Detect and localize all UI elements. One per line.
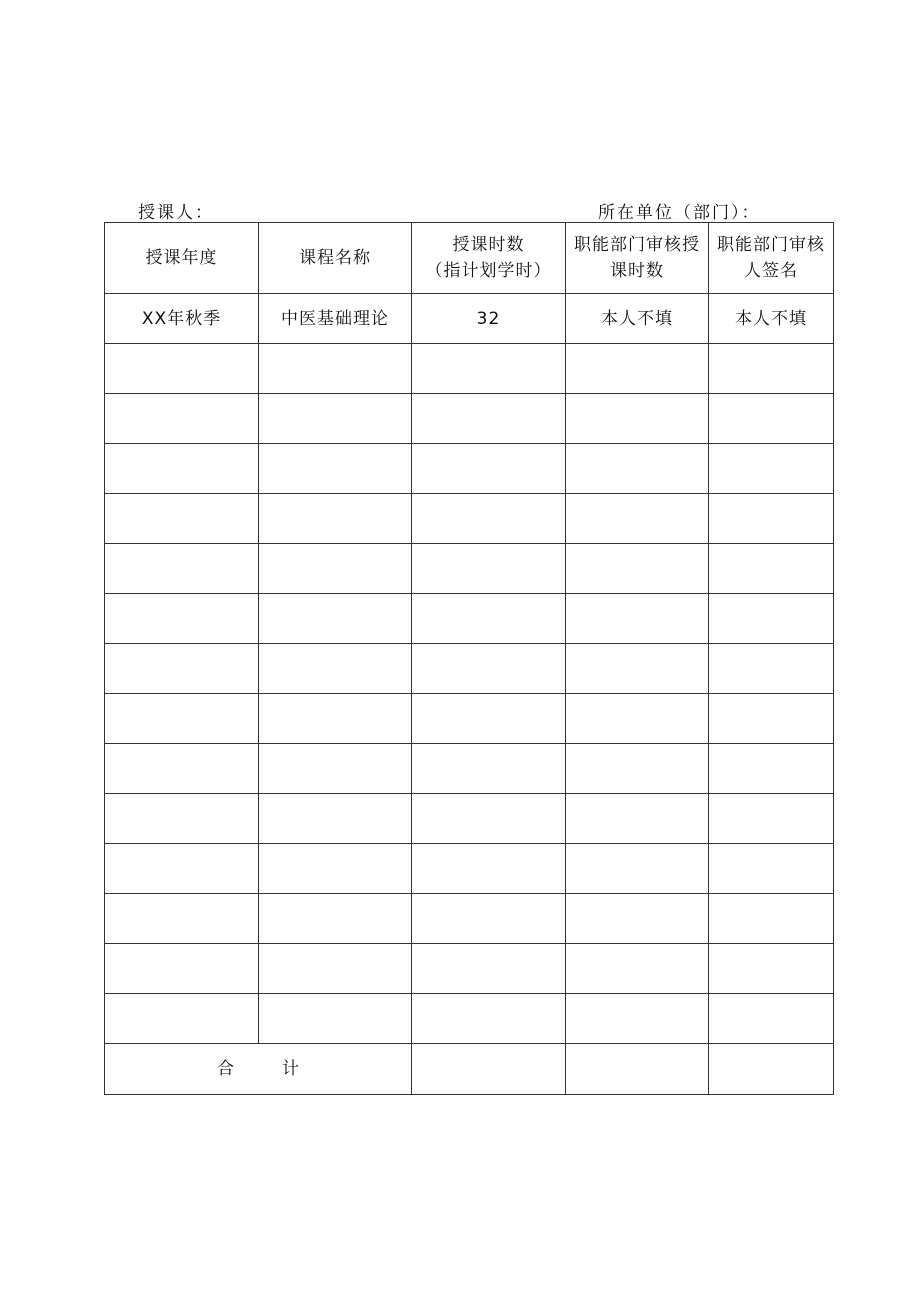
table-cell[interactable] [412,444,566,494]
table-header-row [105,223,834,294]
total-value-cell[interactable] [566,1044,709,1095]
table-row [105,744,834,794]
table-row [105,644,834,694]
table-cell[interactable] [709,744,834,794]
table-cell[interactable] [259,844,412,894]
table-cell[interactable] [566,794,709,844]
table-cell[interactable]: 本人不填 [566,294,709,344]
table-row [105,694,834,744]
table-row [105,344,834,394]
table-cell[interactable] [709,994,834,1044]
table-cell[interactable] [709,794,834,844]
table-cell[interactable] [259,794,412,844]
table-cell[interactable] [412,994,566,1044]
table-cell[interactable] [709,494,834,544]
table-cell[interactable] [105,444,259,494]
table-cell[interactable] [412,594,566,644]
table-cell[interactable] [412,644,566,694]
table-cell[interactable] [105,844,259,894]
table-cell[interactable] [709,594,834,644]
table-cell[interactable] [709,644,834,694]
total-value-cell[interactable] [412,1044,566,1095]
table-cell[interactable] [709,944,834,994]
table-cell[interactable]: 本人不填 [709,294,834,344]
total-label-cell [105,1044,412,1095]
table-cell[interactable] [105,744,259,794]
table-cell[interactable] [566,994,709,1044]
header-cell-audited-hours: 职能部门审核授 课时数 [566,223,709,294]
table-cell[interactable] [566,694,709,744]
table-row [105,294,834,344]
table-cell[interactable] [105,394,259,444]
total-row [105,1044,834,1095]
table-row [105,794,834,844]
table-row [105,894,834,944]
table-cell[interactable] [412,794,566,844]
table-row [105,844,834,894]
table-cell[interactable] [566,744,709,794]
table-cell[interactable] [259,694,412,744]
table-cell[interactable] [412,694,566,744]
table-cell[interactable] [566,594,709,644]
table-row [105,394,834,444]
table-cell[interactable] [259,394,412,444]
table-cell[interactable] [259,494,412,544]
table-cell[interactable] [105,894,259,944]
total-label: 合计 [217,1059,347,1079]
table-cell[interactable] [566,394,709,444]
table-cell[interactable] [259,644,412,694]
table-cell[interactable] [566,944,709,994]
header-cell-teaching-hours: 授课时数 （指计划学时） [412,223,566,294]
table-cell[interactable] [709,444,834,494]
table-cell[interactable] [412,344,566,394]
table-cell[interactable] [709,544,834,594]
table-cell[interactable] [709,894,834,944]
table-cell[interactable] [105,644,259,694]
table-row [105,494,834,544]
table-cell[interactable]: 32 [412,294,566,344]
total-value-cell[interactable] [709,1044,834,1095]
lecturer-label: 授课人： [138,203,214,223]
table-cell[interactable] [105,494,259,544]
table-cell[interactable] [105,594,259,644]
table-cell[interactable] [566,894,709,944]
table-row [105,594,834,644]
table-row [105,444,834,494]
table-cell[interactable] [566,344,709,394]
table-cell[interactable] [412,894,566,944]
table-cell[interactable] [709,344,834,394]
table-cell[interactable] [105,794,259,844]
table-cell[interactable] [566,844,709,894]
table-cell[interactable] [105,994,259,1044]
table-cell[interactable] [412,494,566,544]
table-cell[interactable] [412,394,566,444]
table-cell[interactable] [709,694,834,744]
header-cell-auditor-signature: 职能部门审核 人签名 [709,223,834,294]
table-cell[interactable] [566,494,709,544]
table-cell[interactable] [105,544,259,594]
table-cell[interactable] [259,894,412,944]
table-cell[interactable]: XX年秋季 [105,294,259,344]
table-cell[interactable] [412,944,566,994]
table-cell[interactable] [105,344,259,394]
header-cell-course-name: 课程名称 [259,223,412,294]
table-cell[interactable] [412,844,566,894]
table-cell[interactable] [259,744,412,794]
table-cell[interactable] [259,544,412,594]
table-cell[interactable] [259,994,412,1044]
table-cell[interactable] [259,344,412,394]
table-cell[interactable] [259,944,412,994]
table-cell[interactable] [259,444,412,494]
table-cell[interactable] [566,444,709,494]
table-cell[interactable] [709,844,834,894]
table-cell[interactable] [412,544,566,594]
unit-label: 所在单位（部门）： [598,203,761,223]
table-cell[interactable] [105,944,259,994]
table-cell[interactable] [412,744,566,794]
table-cell[interactable] [566,544,709,594]
table-row [105,544,834,594]
header-cell-year: 授课年度 [105,223,259,294]
table-row [105,944,834,994]
table-cell[interactable] [566,644,709,694]
table-cell[interactable] [259,594,412,644]
table-cell[interactable] [105,694,259,744]
table-cell[interactable] [709,394,834,444]
teaching-hours-table [104,222,834,1095]
table-row [105,994,834,1044]
table-cell[interactable]: 中医基础理论 [259,294,412,344]
